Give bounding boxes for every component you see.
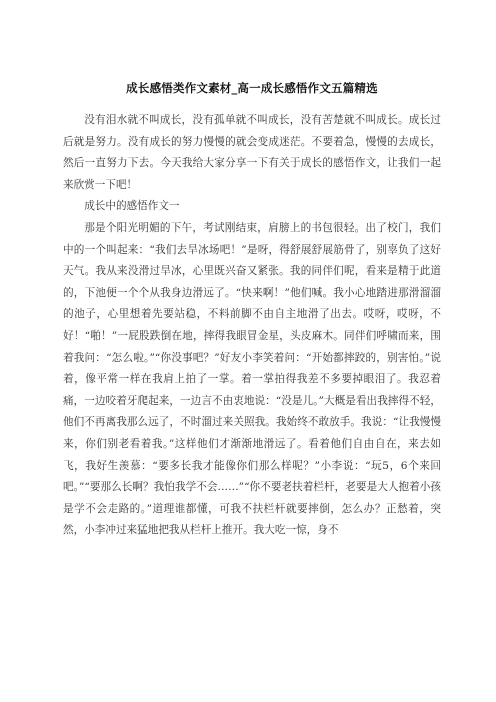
body-paragraph: 那是个阳光明媚的下午，考试刚结束，肩膀上的书包很轻。出了校门，我们中的一个叫起来：“我们去旱冰场吧！”是呀，得舒展舒展筋骨了，别辜负了这好天气。我从来没滑过旱冰，心里既兴奋又紧张。我的同伴们呢，看来是精于此道的，下池便一个个从我身边滑远了。“快来啊！”他们喊。我小心地踏进那滑溜溜的池子，心里想着先要站稳，不料前脚不由自主地滑了出去。哎呀，哎呀，不好！“啪！”一屁股跌倒在地，摔得我眼冒金星，头皮麻木。同伴们呼啸而来，围着我问：“怎么啦。”“你没事吧？”好友小李笑着问：“开始都摔跤的，别害怕。”说着，像平常一样在我肩上拍了一掌。着一掌拍得我差不多要掉眼泪了。我忍着痛，一边咬着牙爬起来，一边言不由衷地说：“没是儿。”大概是看出我摔得不轻，他们不再离我那么远了，不时溜过来关照我。我始终不敢放手。我说：“让我慢慢来，你们别老看着我。”这样他们才渐渐地滑远了。看着他们自由自在，来去如飞，我好生羡慕：“要多长我才能像你们那么样呢？”小李说：“玩5，6个来回吧。”“要那么长啊？我怕我学不会……”“你不要老扶着栏杆，老要是大人抱着小孩是学不会走路的。”道理谁都懂，可我不扶栏杆就要摔倒，怎么办？正愁着，突然，小李冲过来猛地把我从栏杆上推开。我大吃一惊，身不: [63, 221, 441, 537]
section-heading: 成长中的感悟作文一: [84, 200, 180, 213]
document-title: 成长感悟类作文素材_高一成长感悟作文五篇精选: [126, 81, 378, 95]
intro-paragraph: 没有泪水就不叫成长，没有孤单就不叫成长，没有苦楚就不叫成长。成长过后就是努力。没有成长的努力慢慢的就会变成迷茫。不要着急，慢慢的去成长，然后一直努力下去。今天我给大家分享一下有关于成长的感悟作文，让我们一起来欣赏一下吧！: [63, 114, 441, 191]
